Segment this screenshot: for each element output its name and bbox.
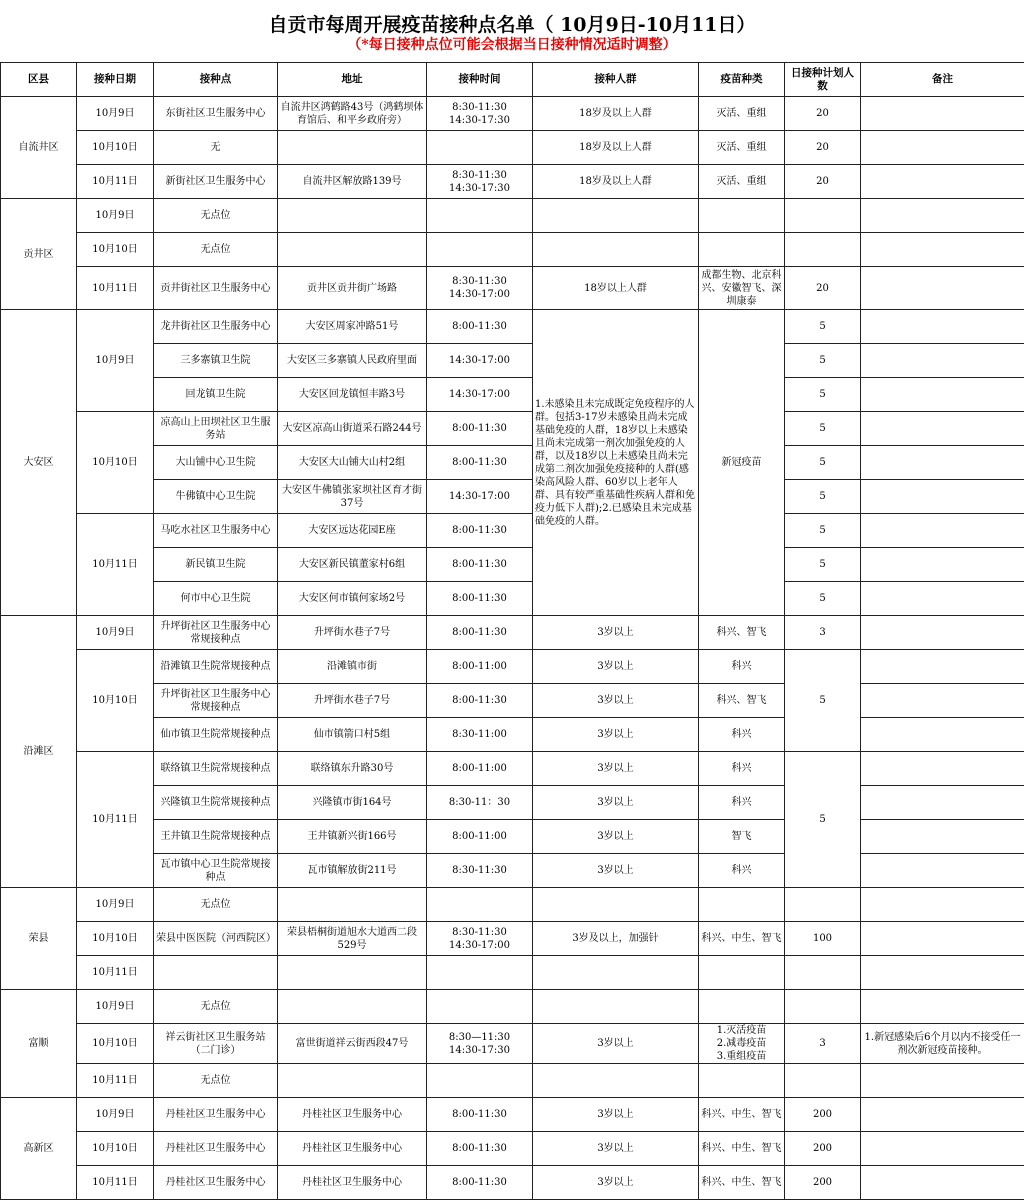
plan-cell [785, 888, 861, 922]
vaccine-cell: 科兴 [699, 718, 785, 752]
vaccine-cell: 智飞 [699, 820, 785, 854]
crowd-cell [533, 956, 699, 990]
note-cell [861, 131, 1024, 165]
district-cell: 高新区 [1, 1098, 77, 1200]
table-row [1, 820, 1024, 854]
table-row [1, 684, 1024, 718]
crowd-cell: 3岁以上 [533, 752, 699, 786]
address-cell [278, 199, 427, 233]
note-cell [861, 446, 1024, 480]
note-cell [861, 990, 1024, 1024]
plan-cell: 200 [785, 1132, 861, 1166]
plan-cell: 5 [785, 378, 861, 412]
vaccine-cell: 灭活、重组 [699, 165, 785, 199]
table-row [1, 1132, 1024, 1166]
table-row [1, 446, 1024, 480]
plan-cell: 200 [785, 1098, 861, 1132]
vaccine-cell: 科兴、中生、智飞 [699, 1098, 785, 1132]
time-cell [427, 1064, 533, 1098]
time-cell: 8:00-11:30 [427, 684, 533, 718]
address-cell: 仙市镇箭口村5组 [278, 718, 427, 752]
time-cell: 8:30-11:30 [427, 854, 533, 888]
note-cell: 1.新冠感染后6个月以内不接受任一剂次新冠疫苗接种。 [861, 1024, 1024, 1064]
vaccine-cell: 科兴、中生、智飞 [699, 1166, 785, 1200]
vaccination-table [0, 62, 1024, 1200]
date-cell: 10月11日 [77, 752, 154, 888]
time-cell: 8:30—11:30 14:30-17:30 [427, 1024, 533, 1064]
date-cell: 10月11日 [77, 956, 154, 990]
date-cell: 10月9日 [77, 310, 154, 412]
crowd-cell: 3岁以上 [533, 718, 699, 752]
date-cell: 10月11日 [77, 1064, 154, 1098]
crowd-cell [533, 1064, 699, 1098]
plan-cell: 200 [785, 1166, 861, 1200]
crowd-cell: 3岁以上 [533, 1166, 699, 1200]
table-row [1, 233, 1024, 267]
table-row [1, 888, 1024, 922]
table-row [1, 956, 1024, 990]
plan-cell [785, 956, 861, 990]
table-row [1, 131, 1024, 165]
date-cell: 10月11日 [77, 165, 154, 199]
plan-cell: 5 [785, 650, 861, 752]
crowd-cell: 3岁以上 [533, 684, 699, 718]
time-cell: 8:30-11：30 [427, 786, 533, 820]
plan-cell [785, 1064, 861, 1098]
date-cell: 10月9日 [77, 616, 154, 650]
note-cell [861, 820, 1024, 854]
address-cell: 贡井区贡井街广场路 [278, 267, 427, 310]
note-cell [861, 650, 1024, 684]
plan-cell: 3 [785, 1024, 861, 1064]
site-cell: 丹桂社区卫生服务中心 [154, 1166, 278, 1200]
vaccine-cell: 成都生物、北京科兴、安徽智飞、深圳康泰 [699, 267, 785, 310]
crowd-cell [533, 990, 699, 1024]
table-row [1, 582, 1024, 616]
crowd-cell: 18岁及以上人群 [533, 165, 699, 199]
note-cell [861, 548, 1024, 582]
note-cell [861, 412, 1024, 446]
address-cell [278, 990, 427, 1024]
address-cell: 大安区新民镇董家村6组 [278, 548, 427, 582]
address-cell [278, 888, 427, 922]
plan-cell: 5 [785, 446, 861, 480]
date-cell: 10月9日 [77, 1098, 154, 1132]
crowd-cell: 3岁以上 [533, 854, 699, 888]
site-cell: 无点位 [154, 990, 278, 1024]
address-cell: 自流井区解放路139号 [278, 165, 427, 199]
plan-cell: 5 [785, 310, 861, 344]
address-cell: 瓦市镇解放街211号 [278, 854, 427, 888]
note-cell [861, 718, 1024, 752]
district-cell: 大安区 [1, 310, 77, 616]
address-cell: 富世街道祥云街西段47号 [278, 1024, 427, 1064]
crowd-cell [533, 233, 699, 267]
site-cell: 龙井街社区卫生服务中心 [154, 310, 278, 344]
vaccine-cell: 科兴 [699, 854, 785, 888]
vaccine-cell: 1.灭活疫苗 2.减毒疫苗 3.重组疫苗 [699, 1024, 785, 1064]
crowd-cell: 3岁以上 [533, 1132, 699, 1166]
address-cell: 荣县梧桐街道旭水大道西二段529号 [278, 922, 427, 956]
time-cell [427, 956, 533, 990]
crowd-cell [533, 888, 699, 922]
table-row [1, 480, 1024, 514]
address-cell: 联络镇东升路30号 [278, 752, 427, 786]
table-row [1, 650, 1024, 684]
plan-cell: 3 [785, 616, 861, 650]
site-cell: 沿滩镇卫生院常规接种点 [154, 650, 278, 684]
crowd-cell: 3岁以上 [533, 650, 699, 684]
site-cell: 荣县中医医院（河西院区） [154, 922, 278, 956]
address-cell: 升坪街水巷子7号 [278, 616, 427, 650]
site-cell: 瓦市镇中心卫生院常规接种点 [154, 854, 278, 888]
note-cell [861, 1098, 1024, 1132]
crowd-cell: 18岁及以上人群 [533, 97, 699, 131]
header-time: 接种时间 [427, 63, 533, 97]
address-cell: 丹桂社区卫生服务中心 [278, 1132, 427, 1166]
time-cell [427, 990, 533, 1024]
vaccine-cell: 新冠疫苗 [699, 310, 785, 616]
address-cell: 大安区远达花园E座 [278, 514, 427, 548]
crowd-cell: 3岁以上 [533, 786, 699, 820]
plan-cell [785, 990, 861, 1024]
table-row [1, 718, 1024, 752]
note-cell [861, 344, 1024, 378]
note-cell [861, 165, 1024, 199]
crowd-cell: 18岁及以上人群 [533, 131, 699, 165]
site-cell: 新民镇卫生院 [154, 548, 278, 582]
site-cell: 大山铺中心卫生院 [154, 446, 278, 480]
vaccine-cell: 科兴 [699, 752, 785, 786]
site-cell: 无点位 [154, 1064, 278, 1098]
date-cell: 10月9日 [77, 199, 154, 233]
vaccine-cell [699, 199, 785, 233]
time-cell: 8:00-11:30 [427, 1166, 533, 1200]
table-row [1, 1064, 1024, 1098]
header-district: 区县 [1, 63, 77, 97]
note-cell [861, 786, 1024, 820]
table-row [1, 412, 1024, 446]
site-cell: 东街社区卫生服务中心 [154, 97, 278, 131]
time-cell: 8:00-11:30 [427, 582, 533, 616]
time-cell [427, 233, 533, 267]
time-cell: 8:30-11:30 14:30-17:00 [427, 922, 533, 956]
plan-cell: 20 [785, 131, 861, 165]
note-cell [861, 1166, 1024, 1200]
header-vaccine: 疫苗种类 [699, 63, 785, 97]
plan-cell: 100 [785, 922, 861, 956]
site-cell: 升坪街社区卫生服务中心常规接种点 [154, 616, 278, 650]
district-cell: 荣县 [1, 888, 77, 990]
address-cell [278, 233, 427, 267]
site-cell: 丹桂社区卫生服务中心 [154, 1098, 278, 1132]
plan-cell: 20 [785, 267, 861, 310]
plan-cell: 20 [785, 97, 861, 131]
table-row [1, 378, 1024, 412]
note-cell [861, 233, 1024, 267]
header-crowd: 接种人群 [533, 63, 699, 97]
time-cell: 14:30-17:00 [427, 344, 533, 378]
address-cell: 沿滩镇市街 [278, 650, 427, 684]
note-cell [861, 582, 1024, 616]
time-cell: 8:00-11:00 [427, 820, 533, 854]
note-cell [861, 378, 1024, 412]
time-cell [427, 199, 533, 233]
site-cell: 联络镇卫生院常规接种点 [154, 752, 278, 786]
table-row [1, 786, 1024, 820]
site-cell: 三多寨镇卫生院 [154, 344, 278, 378]
address-cell: 大安区周家冲路51号 [278, 310, 427, 344]
address-cell: 大安区三多寨镇人民政府里面 [278, 344, 427, 378]
note-cell [861, 199, 1024, 233]
crowd-cell: 3岁以上 [533, 616, 699, 650]
note-cell [861, 616, 1024, 650]
date-cell: 10月10日 [77, 131, 154, 165]
time-cell: 8:30-11:30 14:30-17:30 [427, 97, 533, 131]
note-cell [861, 480, 1024, 514]
district-cell: 富顺 [1, 990, 77, 1098]
time-cell: 8:00-11:00 [427, 650, 533, 684]
address-cell: 大安区凉高山街道采石路244号 [278, 412, 427, 446]
address-cell: 大安区何市镇何家场2号 [278, 582, 427, 616]
site-cell: 无点位 [154, 888, 278, 922]
table-row [1, 548, 1024, 582]
table-row [1, 922, 1024, 956]
date-cell: 10月11日 [77, 267, 154, 310]
crowd-cell [533, 199, 699, 233]
plan-cell [785, 233, 861, 267]
vaccine-cell: 科兴、智飞 [699, 684, 785, 718]
plan-cell: 5 [785, 752, 861, 888]
table-row [1, 616, 1024, 650]
vaccine-cell: 科兴 [699, 650, 785, 684]
date-cell: 10月10日 [77, 233, 154, 267]
time-cell: 8:00-11:30 [427, 446, 533, 480]
address-cell [278, 956, 427, 990]
note-cell [861, 752, 1024, 786]
header-site: 接种点 [154, 63, 278, 97]
note-cell [861, 922, 1024, 956]
crowd-cell: 3岁以上 [533, 820, 699, 854]
date-cell: 10月10日 [77, 1024, 154, 1064]
note-cell [861, 267, 1024, 310]
address-cell: 丹桂社区卫生服务中心 [278, 1098, 427, 1132]
header-row [1, 63, 1024, 97]
site-cell: 凉高山上田坝社区卫生服务站 [154, 412, 278, 446]
table-row [1, 514, 1024, 548]
plan-cell: 5 [785, 344, 861, 378]
header-address: 地址 [278, 63, 427, 97]
site-cell: 祥云街社区卫生服务站（二门诊） [154, 1024, 278, 1064]
vaccine-cell: 科兴、中生、智飞 [699, 922, 785, 956]
vaccine-cell [699, 888, 785, 922]
plan-cell: 5 [785, 480, 861, 514]
date-cell: 10月9日 [77, 97, 154, 131]
time-cell: 8:00-11:30 [427, 548, 533, 582]
time-cell: 8:00-11:30 [427, 1132, 533, 1166]
header-plan: 日接种计划人数 [785, 63, 861, 97]
district-cell: 自流井区 [1, 97, 77, 199]
site-cell: 无点位 [154, 233, 278, 267]
address-cell: 兴隆镇市街164号 [278, 786, 427, 820]
vaccine-cell [699, 956, 785, 990]
time-cell: 8:00-11:30 [427, 616, 533, 650]
crowd-cell: 3岁以上 [533, 1024, 699, 1064]
site-cell: 新街社区卫生服务中心 [154, 165, 278, 199]
site-cell: 无点位 [154, 199, 278, 233]
time-cell: 8:30-11:00 [427, 718, 533, 752]
date-cell: 10月10日 [77, 650, 154, 752]
plan-cell: 5 [785, 412, 861, 446]
address-cell: 大安区大山铺大山村2组 [278, 446, 427, 480]
vaccine-cell [699, 233, 785, 267]
table-row [1, 1098, 1024, 1132]
table-row [1, 1166, 1024, 1200]
date-cell: 10月11日 [77, 514, 154, 616]
time-cell [427, 888, 533, 922]
crowd-cell: 1.未感染且未完成既定免疫程序的人群。包括3-17岁未感染且尚未完成基础免疫的人群，18岁以上未感染且尚未完成第一剂次加强免疫的人群，以及18岁以上未感染且尚未完成第二剂次加强免疫接种的人群(感染高风险人群、60岁以上老年人群、具有较严重基础性疾病人群和免疫力低下人群);2.已感染且未完成基础免疫的人群。 [533, 310, 699, 616]
note-cell [861, 1064, 1024, 1098]
vaccine-cell: 灭活、重组 [699, 131, 785, 165]
table-row [1, 310, 1024, 344]
table-row [1, 344, 1024, 378]
page-title: 自贡市每周开展疫苗接种点名单（ 10月9日-10月11日） [0, 10, 1024, 37]
date-cell: 10月9日 [77, 888, 154, 922]
site-cell: 升坪街社区卫生服务中心常规接种点 [154, 684, 278, 718]
address-cell: 大安区回龙镇恒丰路3号 [278, 378, 427, 412]
note-cell [861, 97, 1024, 131]
date-cell: 10月10日 [77, 1132, 154, 1166]
district-cell: 贡井区 [1, 199, 77, 310]
time-cell [427, 131, 533, 165]
table-row [1, 990, 1024, 1024]
time-cell: 8:30-11:30 14:30-17:00 [427, 267, 533, 310]
table-row [1, 854, 1024, 888]
site-cell: 无 [154, 131, 278, 165]
note-cell [861, 684, 1024, 718]
time-cell: 8:00-11:30 [427, 1098, 533, 1132]
note-cell [861, 888, 1024, 922]
site-cell: 兴隆镇卫生院常规接种点 [154, 786, 278, 820]
district-cell: 沿滩区 [1, 616, 77, 888]
time-cell: 14:30-17:00 [427, 480, 533, 514]
vaccine-cell [699, 1064, 785, 1098]
address-cell: 大安区牛佛镇张家坝社区育才街37号 [278, 480, 427, 514]
date-cell: 10月10日 [77, 922, 154, 956]
crowd-cell: 18岁以上人群 [533, 267, 699, 310]
plan-cell: 5 [785, 582, 861, 616]
table-row [1, 1024, 1024, 1064]
address-cell [278, 1064, 427, 1098]
plan-cell: 5 [785, 514, 861, 548]
note-cell [861, 854, 1024, 888]
time-cell: 8:30-11:30 14:30-17:30 [427, 165, 533, 199]
time-cell: 8:00-11:30 [427, 412, 533, 446]
date-cell: 10月9日 [77, 990, 154, 1024]
site-cell: 仙市镇卫生院常规接种点 [154, 718, 278, 752]
vaccine-cell: 科兴 [699, 786, 785, 820]
note-cell [861, 1132, 1024, 1166]
vaccine-cell [699, 990, 785, 1024]
address-cell: 王井镇新兴街166号 [278, 820, 427, 854]
page-subtitle: （*每日接种点位可能会根据当日接种情况适时调整） [0, 34, 1024, 54]
address-cell: 升坪街水巷子7号 [278, 684, 427, 718]
crowd-cell: 3岁及以上，加强针 [533, 922, 699, 956]
address-cell: 丹桂社区卫生服务中心 [278, 1166, 427, 1200]
note-cell [861, 310, 1024, 344]
site-cell: 回龙镇卫生院 [154, 378, 278, 412]
site-cell: 牛佛镇中心卫生院 [154, 480, 278, 514]
vaccine-cell: 科兴、中生、智飞 [699, 1132, 785, 1166]
note-cell [861, 514, 1024, 548]
table-row [1, 267, 1024, 310]
site-cell: 何市中心卫生院 [154, 582, 278, 616]
date-cell: 10月11日 [77, 1166, 154, 1200]
table-row [1, 97, 1024, 131]
site-cell: 丹桂社区卫生服务中心 [154, 1132, 278, 1166]
table-row [1, 199, 1024, 233]
address-cell [278, 131, 427, 165]
date-cell: 10月10日 [77, 412, 154, 514]
time-cell: 14:30-17:00 [427, 378, 533, 412]
table-row [1, 165, 1024, 199]
vaccine-cell: 科兴、智飞 [699, 616, 785, 650]
address-cell: 自流井区鸿鹤路43号（鸿鹤坝体育馆后、和平乡政府旁） [278, 97, 427, 131]
plan-cell [785, 199, 861, 233]
plan-cell: 20 [785, 165, 861, 199]
plan-cell: 5 [785, 548, 861, 582]
header-note: 备注 [861, 63, 1024, 97]
note-cell [861, 956, 1024, 990]
time-cell: 8:00-11:00 [427, 752, 533, 786]
site-cell: 马吃水社区卫生服务中心 [154, 514, 278, 548]
time-cell: 8:00-11:30 [427, 514, 533, 548]
vaccine-cell: 灭活、重组 [699, 97, 785, 131]
site-cell: 王井镇卫生院常规接种点 [154, 820, 278, 854]
site-cell [154, 956, 278, 990]
header-date: 接种日期 [77, 63, 154, 97]
crowd-cell: 3岁以上 [533, 1098, 699, 1132]
table-row [1, 752, 1024, 786]
site-cell: 贡井街社区卫生服务中心 [154, 267, 278, 310]
time-cell: 8:00-11:30 [427, 310, 533, 344]
